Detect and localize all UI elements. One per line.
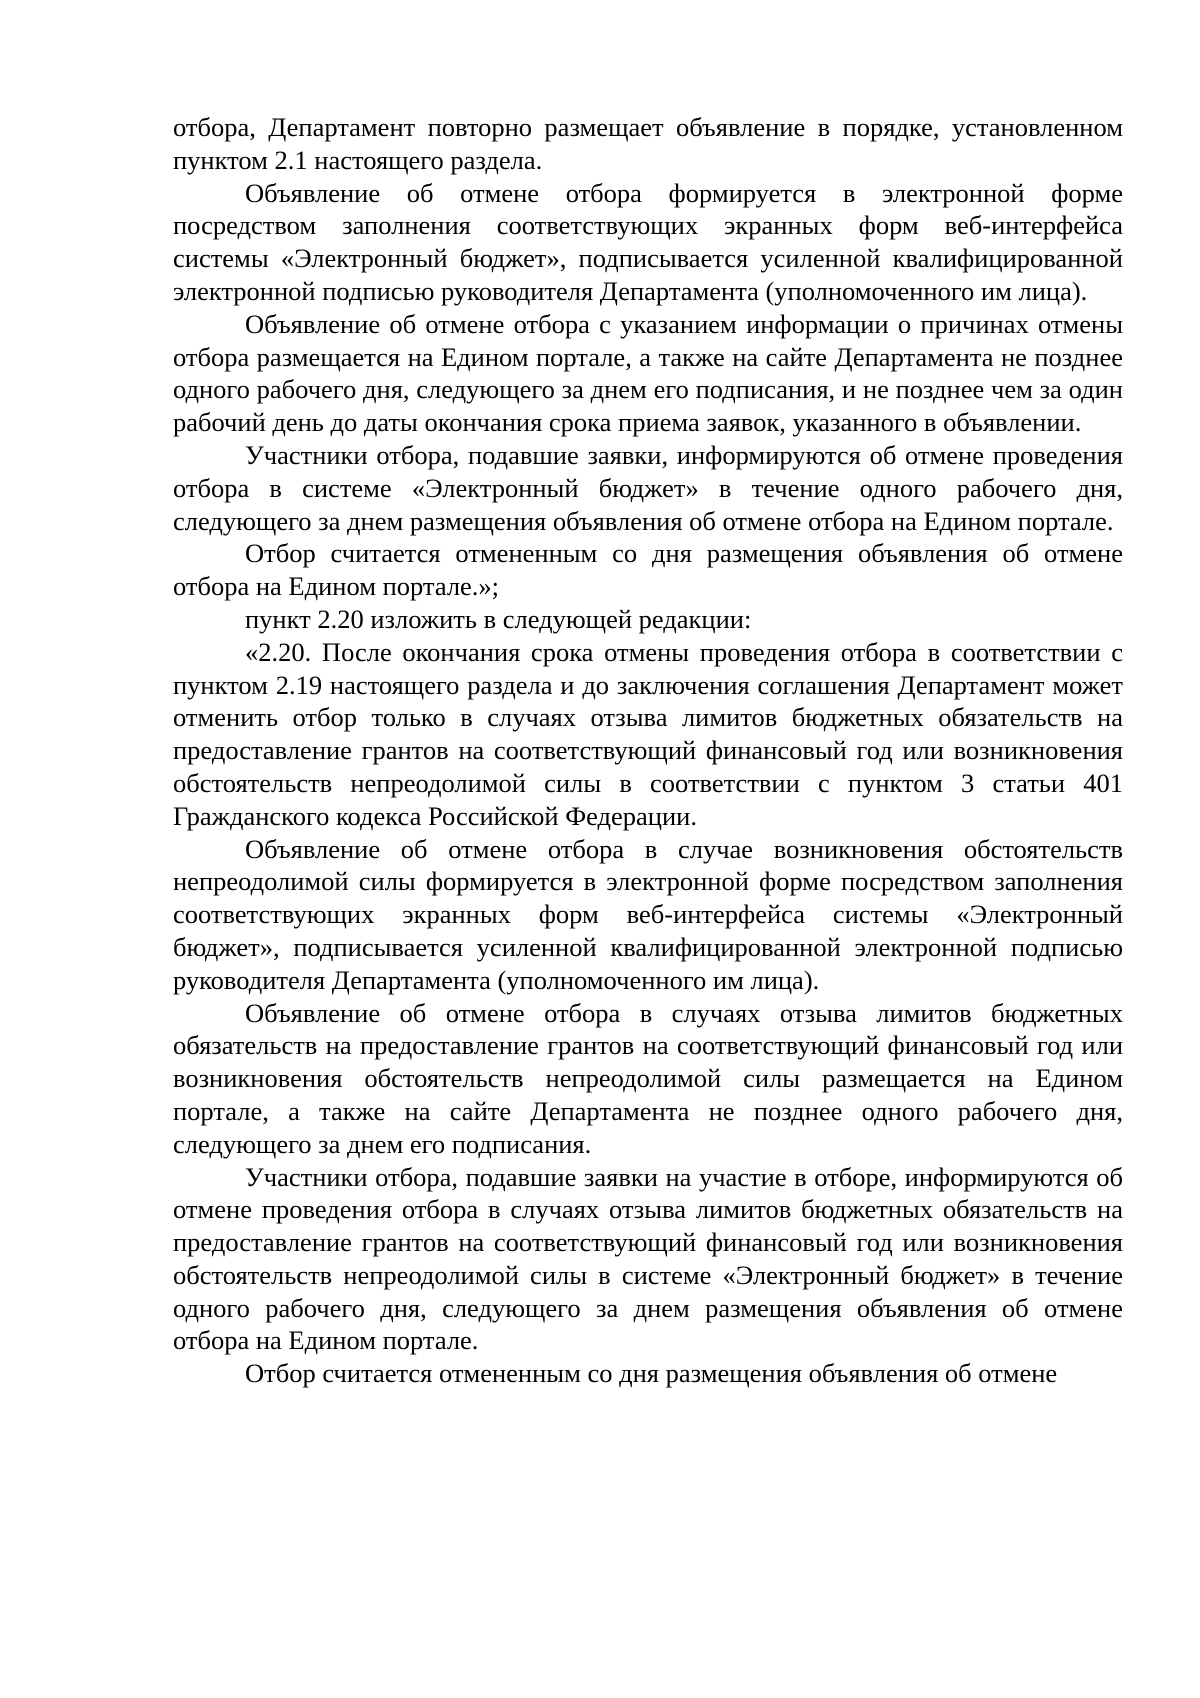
document-body — [173, 111, 1123, 1390]
paragraph-cancellation-effective: Отбор считается отмененным со дня размещения объявления об отмене отбора на Едином портале.»; — [173, 538, 1123, 602]
paragraph-continuation: отбора, Департамент повторно размещает объявление в порядке, установленном пунктом 2.1 настоящего раздела. — [173, 112, 1123, 175]
paragraph-force-majeure-form: Объявление об отмене отбора в случае возникновения обстоятельств непреодолимой силы формируется в электронной форме посредством заполнения соответствующих экранных форм веб-интерфейса системы «Электронный бюджет», подписывается усиленной квалифицированной электронной подписью руководителя Департамента (уполномоченного им лица). — [173, 833, 1123, 995]
paragraph-final-effective: Отбор считается отмененным со дня размещения объявления об отмене — [245, 1358, 1058, 1389]
paragraph-force-majeure-publication: Объявление об отмене отбора в случаях отзыва лимитов бюджетных обязательств на предоставление грантов на соответствующий финансовый год или возникновения обстоятельств непреодолимой силы размещается на Едином портале, а также на сайте Департамента не позднее одного рабочего дня, следующего за днем его подписания. — [173, 997, 1123, 1159]
paragraph-clause-2-20: «2.20. После окончания срока отмены проведения отбора в соответствии с пунктом 2.19 настоящего раздела и до заключения соглашения Департамент может отменить отбор только в случаях отзыва лимитов бюджетных обязательств на предоставление грантов на соответствующий финансовый год или возникновения обстоятельств непреодолимой силы в соответствии с пунктом 3 статьи 401 Гражданского кодекса Российской Федерации. — [173, 636, 1123, 831]
paragraph-cancellation-publication: Объявление об отмене отбора с указанием информации о причинах отмены отбора размещается на Едином портале, а также на сайте Департамента не позднее одного рабочего дня, следующего за днем его подписания, и не позднее чем за один рабочий день до даты окончания срока приема заявок, указанного в объявлении. — [173, 308, 1123, 438]
paragraph-cancellation-form: Объявление об отмене отбора формируется в электронной форме посредством заполнения соответствующих экранных форм веб-интерфейса системы «Электронный бюджет», подписывается усиленной квалифицированной электронной подписью руководителя Департамента (уполномоченного им лица). — [173, 177, 1123, 306]
paragraph-force-majeure-notice: Участники отбора, подавшие заявки на участие в отборе, информируются об отмене проведения отбора в случаях отзыва лимитов бюджетных обязательств на предоставление грантов на соответствующий финансовый год или возникновения обстоятельств непреодолимой силы в системе «Электронный бюджет» в течение одного рабочего дня, следующего за днем размещения объявления об отмене отбора на Едином портале. — [173, 1161, 1123, 1356]
paragraph-clause-intro: пункт 2.20 изложить в следующей редакции: — [245, 603, 752, 634]
paragraph-participants-notice: Участники отбора, подавшие заявки, информируются об отмене проведения отбора в системе «Электронный бюджет» в течение одного рабочего дня, следующего за днем размещения объявления об отмене отбора на Едином портале. — [173, 439, 1123, 536]
